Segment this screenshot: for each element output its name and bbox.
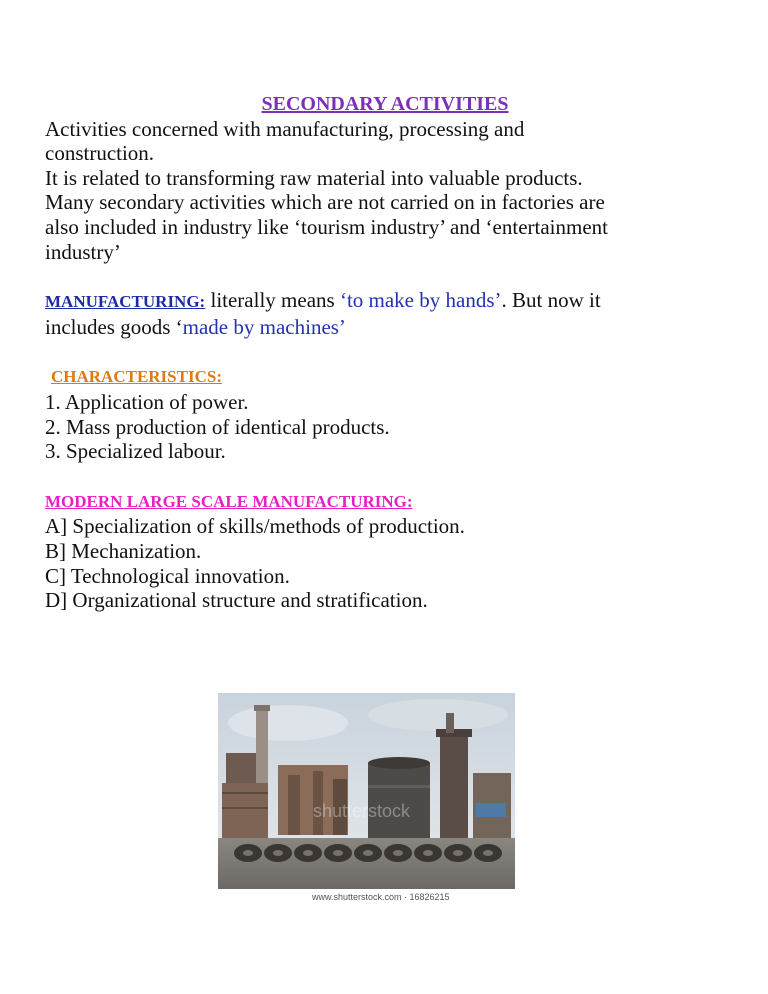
manufacturing-quote: made by machines’ — [182, 314, 346, 339]
intro-line: It is related to transforming raw material into valuable products. — [45, 165, 583, 190]
manufacturing-text: . But now it — [501, 288, 601, 313]
characteristics-item: 3. Specialized labour. — [45, 439, 226, 464]
modern-item: C] Technological innovation. — [45, 563, 290, 588]
modern-item: B] Mechanization. — [45, 538, 202, 563]
manufacturing-paragraph — [45, 288, 745, 315]
manufacturing-quote: ‘to make by hands’ — [339, 288, 502, 313]
modern-item: A] Specialization of skills/methods of production. — [45, 514, 465, 539]
intro-line: construction. — [45, 141, 155, 166]
intro-line: Many secondary activities which are not carried on in factories are — [45, 190, 605, 215]
image-credit: www.shutterstock.com · 16826215 — [312, 892, 450, 902]
document-body — [45, 92, 745, 613]
intro-line: Activities concerned with manufacturing, processing and — [45, 116, 525, 141]
watermark-text: shutterstock — [313, 801, 411, 821]
manufacturing-text: includes goods ‘ — [45, 314, 183, 339]
modern-heading-line — [45, 488, 745, 515]
intro-line: also included in industry like ‘tourism industry’ and ‘entertainment — [45, 214, 608, 239]
intro-line: industry’ — [45, 239, 121, 264]
manufacturing-heading: MANUFACTURING: — [45, 292, 206, 312]
manufacturing-text: literally means — [205, 288, 340, 313]
modern-heading: MODERN LARGE SCALE MANUFACTURING: — [45, 491, 413, 511]
factory-photo — [218, 693, 515, 889]
characteristics-item: 2. Mass production of identical products. — [45, 414, 390, 439]
page-title: SECONDARY ACTIVITIES — [261, 93, 509, 115]
manufacturing-paragraph-cont — [45, 315, 745, 340]
characteristics-item: 1. Application of power. — [45, 389, 249, 414]
modern-item: D] Organizational structure and stratification. — [45, 588, 428, 613]
characteristics-heading-line — [45, 363, 745, 390]
characteristics-heading: CHARACTERISTICS: — [51, 367, 222, 387]
